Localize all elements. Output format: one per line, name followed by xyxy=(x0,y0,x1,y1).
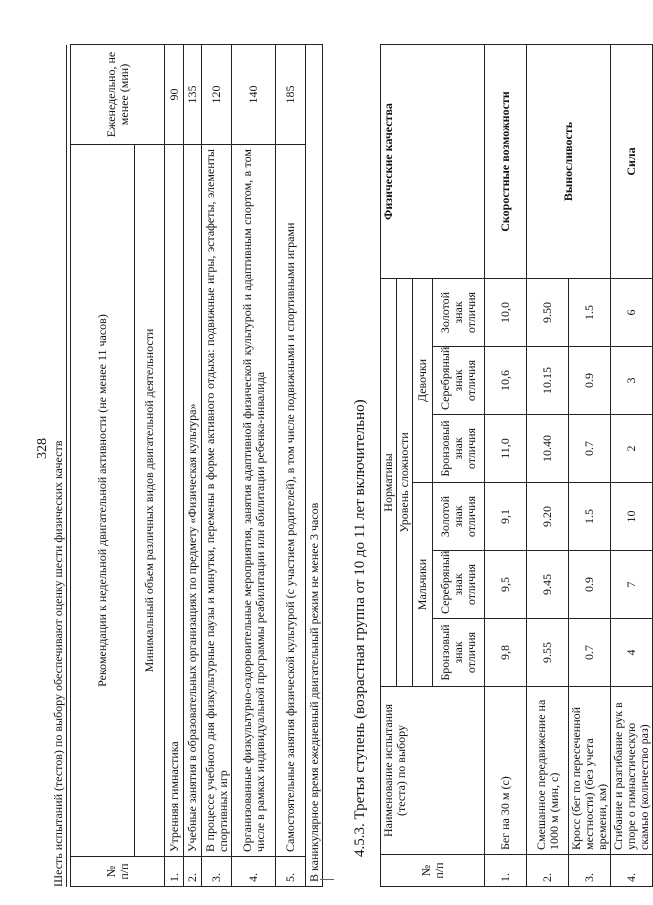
value-cell: 11,0 xyxy=(485,415,527,483)
t2-header-num: № п/п xyxy=(381,855,485,887)
t2-header-girls: Девочки xyxy=(413,279,433,483)
table-row xyxy=(611,45,653,887)
row-num: 2. xyxy=(184,857,202,887)
t1-header-num: № п/п xyxy=(71,857,165,887)
row-min: 90 xyxy=(165,45,184,145)
badge-silver-boys: Серебряный знак отличия xyxy=(433,551,485,619)
activity-table xyxy=(70,44,323,887)
row-num: 3. xyxy=(569,855,611,887)
value-cell: 1.5 xyxy=(569,279,611,347)
value-cell: 6 xyxy=(611,279,653,347)
table1-footer: В каникулярное время ежедневный двигательный режим не менее 3 часов xyxy=(306,45,323,887)
value-cell: 4 xyxy=(611,619,653,687)
value-cell: 1.5 xyxy=(569,483,611,551)
row-num: 2. xyxy=(527,855,569,887)
row-num: 1. xyxy=(165,857,184,887)
table-row xyxy=(165,45,184,887)
table-row xyxy=(232,45,276,887)
t2-header-norms: Нормативы xyxy=(381,279,397,687)
badge-gold-boys: Золотой знак отличия xyxy=(433,483,485,551)
value-cell: 10,0 xyxy=(485,279,527,347)
badge-bronze-boys: Бронзовый знак отличия xyxy=(433,619,485,687)
value-cell: 7 xyxy=(611,551,653,619)
t2-header-level: Уровень сложности xyxy=(397,279,413,687)
value-cell: 10,6 xyxy=(485,347,527,415)
row-num: 3. xyxy=(202,857,232,887)
badge-silver-girls: Серебряный знак отличия xyxy=(433,347,485,415)
t1-header-main: Рекомендации к недельной двигательной активности (не менее 11 часов) xyxy=(71,145,135,857)
row-num: 4. xyxy=(232,857,276,887)
badge-gold-girls: Золотой знак отличия xyxy=(433,279,485,347)
row-text: В процессе учебного дня физкультурные паузы и минутки, перемены в форме активного отдыха: подвижные игры, эстафеты, элементы спортивных игр xyxy=(202,145,232,857)
table-row xyxy=(202,45,232,887)
scan-mark xyxy=(320,879,334,880)
row-name: Сгибание и разгибание рук в упоре о гимнастическую скамью (количество раз) xyxy=(611,687,653,855)
row-text: Утренняя гимнастика xyxy=(165,145,184,857)
t1-header-week: Еженедельно, не менее (мин) xyxy=(71,45,165,145)
row-text: Самостоятельные занятия физической культурой (с участием родителей), в том числе подвижными и спортивными играми xyxy=(276,145,306,857)
value-cell: 9,8 xyxy=(485,619,527,687)
value-cell: 10.40 xyxy=(527,415,569,483)
row-quality: Выносливость xyxy=(527,45,611,279)
table-row xyxy=(485,45,527,887)
row-min: 135 xyxy=(184,45,202,145)
row-num: 4. xyxy=(611,855,653,887)
value-cell: 0.9 xyxy=(569,347,611,415)
table-footer-row xyxy=(306,45,323,887)
value-cell: 3 xyxy=(611,347,653,415)
row-min: 120 xyxy=(202,45,232,145)
row-quality: Сила xyxy=(611,45,653,279)
row-min: 185 xyxy=(276,45,306,145)
t2-header-quality: Физические качества xyxy=(381,45,485,279)
t2-header-boys: Мальчики xyxy=(413,483,433,687)
value-cell: 9.50 xyxy=(527,279,569,347)
table-row xyxy=(276,45,306,887)
row-min: 140 xyxy=(232,45,276,145)
page-number: 328 xyxy=(35,438,50,459)
badge-bronze-girls: Бронзовый знак отличия xyxy=(433,415,485,483)
norms-table xyxy=(380,44,653,887)
value-cell: 0.7 xyxy=(569,619,611,687)
value-cell: 9.20 xyxy=(527,483,569,551)
value-cell: 2 xyxy=(611,415,653,483)
value-cell: 0.7 xyxy=(569,415,611,483)
row-name: Смешанное передвижение на 1000 м (мин, с) xyxy=(527,687,569,855)
row-quality: Скоростные возможности xyxy=(485,45,527,279)
row-text: Учебные занятия в образовательных организациях по предмету «Физическая культура» xyxy=(184,145,202,857)
value-cell: 9.45 xyxy=(527,551,569,619)
row-num: 1. xyxy=(485,855,527,887)
value-cell: 10.15 xyxy=(527,347,569,415)
t1-header-sub: Минимальный объем различных видов двигательной деятельности xyxy=(135,145,165,857)
row-name: Кросс (бег по пересеченной местности) (без учета времени, км) xyxy=(569,687,611,855)
row-name: Бег на 30 м (с) xyxy=(485,687,527,855)
value-cell: 9.55 xyxy=(527,619,569,687)
table1-caption: Шесть испытаний (тестов) по выбору обеспечивают оценку шести физических качеств xyxy=(51,45,67,887)
value-cell: 9,5 xyxy=(485,551,527,619)
t2-header-name: Наименование испытания (теста) по выбору xyxy=(381,687,485,855)
row-text: Организованные физкультурно-оздоровительные мероприятия, занятия адаптивной физической культурой и адаптивным спортом, в том числе в рамках индивидуальной программы реабилитации или абилитации ребенка-инвалида xyxy=(232,145,276,857)
value-cell: 10 xyxy=(611,483,653,551)
row-num: 5. xyxy=(276,857,306,887)
section-title: 4.5.3. Третья ступень (возрастная группа от 10 до 11 лет включительно) xyxy=(352,399,368,857)
table-row xyxy=(184,45,202,887)
value-cell: 9,1 xyxy=(485,483,527,551)
value-cell: 0.9 xyxy=(569,551,611,619)
table-row xyxy=(527,45,569,887)
